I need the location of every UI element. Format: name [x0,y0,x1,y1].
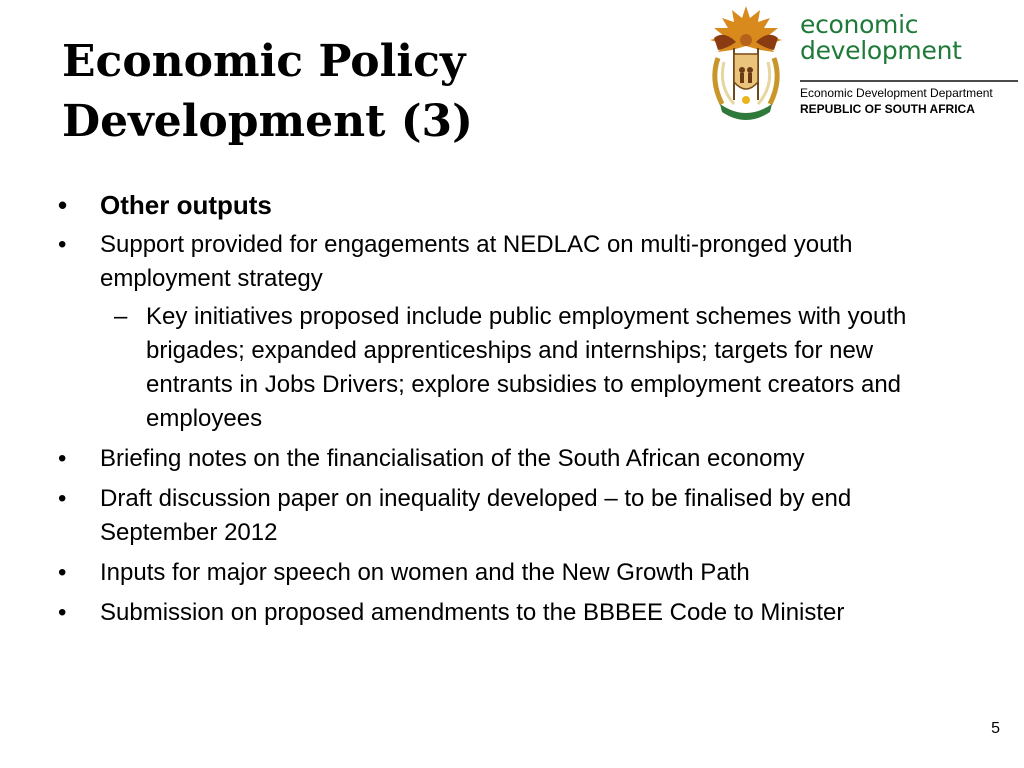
list-item-text: Draft discussion paper on inequality developed – to be finalised by end September 2012 [100,485,852,546]
list-item-text: Other outputs [100,190,272,220]
list-item [58,596,958,630]
list-item-text: Submission on proposed amendments to the BBBEE Code to Minister [100,599,845,626]
department-name: Economic Development Department [800,86,993,100]
department-logo [700,0,1024,128]
wordmark-line-2: development [800,36,962,65]
list-item [58,228,958,296]
bullet-icon: • [58,599,67,626]
bullet-icon: • [58,485,67,512]
wordmark-line-1: economic [800,10,919,39]
bullet-icon: • [58,190,68,220]
wordmark-divider [800,80,1018,82]
page-number: 5 [991,720,1000,737]
sub-list-item [58,300,958,436]
list-item [58,556,958,590]
bullet-icon: • [58,231,67,258]
list-item-text: Key initiatives proposed include public employment schemes with youth brigades; expanded apprenticeships and internships; targets for new entrants in Jobs Drivers; explore subsidies to employment creators and employees [146,303,907,432]
slide-title: Economic Policy Development (3) [62,36,473,147]
list-item-text: Inputs for major speech on women and the New Growth Path [100,559,750,586]
bullet-icon: • [58,445,67,472]
bullet-list [58,188,958,636]
wordmark [800,12,962,64]
dash-bullet-icon: – [114,303,128,330]
list-item-text: Support provided for engagements at NEDLAC on multi-pronged youth employment strategy [100,231,853,292]
list-item [58,188,958,222]
list-item [58,482,958,550]
coat-of-arms-icon [704,0,788,126]
list-item [58,442,958,476]
list-item-text: Briefing notes on the financialisation of the South African economy [100,445,805,472]
country-name: REPUBLIC OF SOUTH AFRICA [800,102,975,116]
bullet-icon: • [58,559,67,586]
